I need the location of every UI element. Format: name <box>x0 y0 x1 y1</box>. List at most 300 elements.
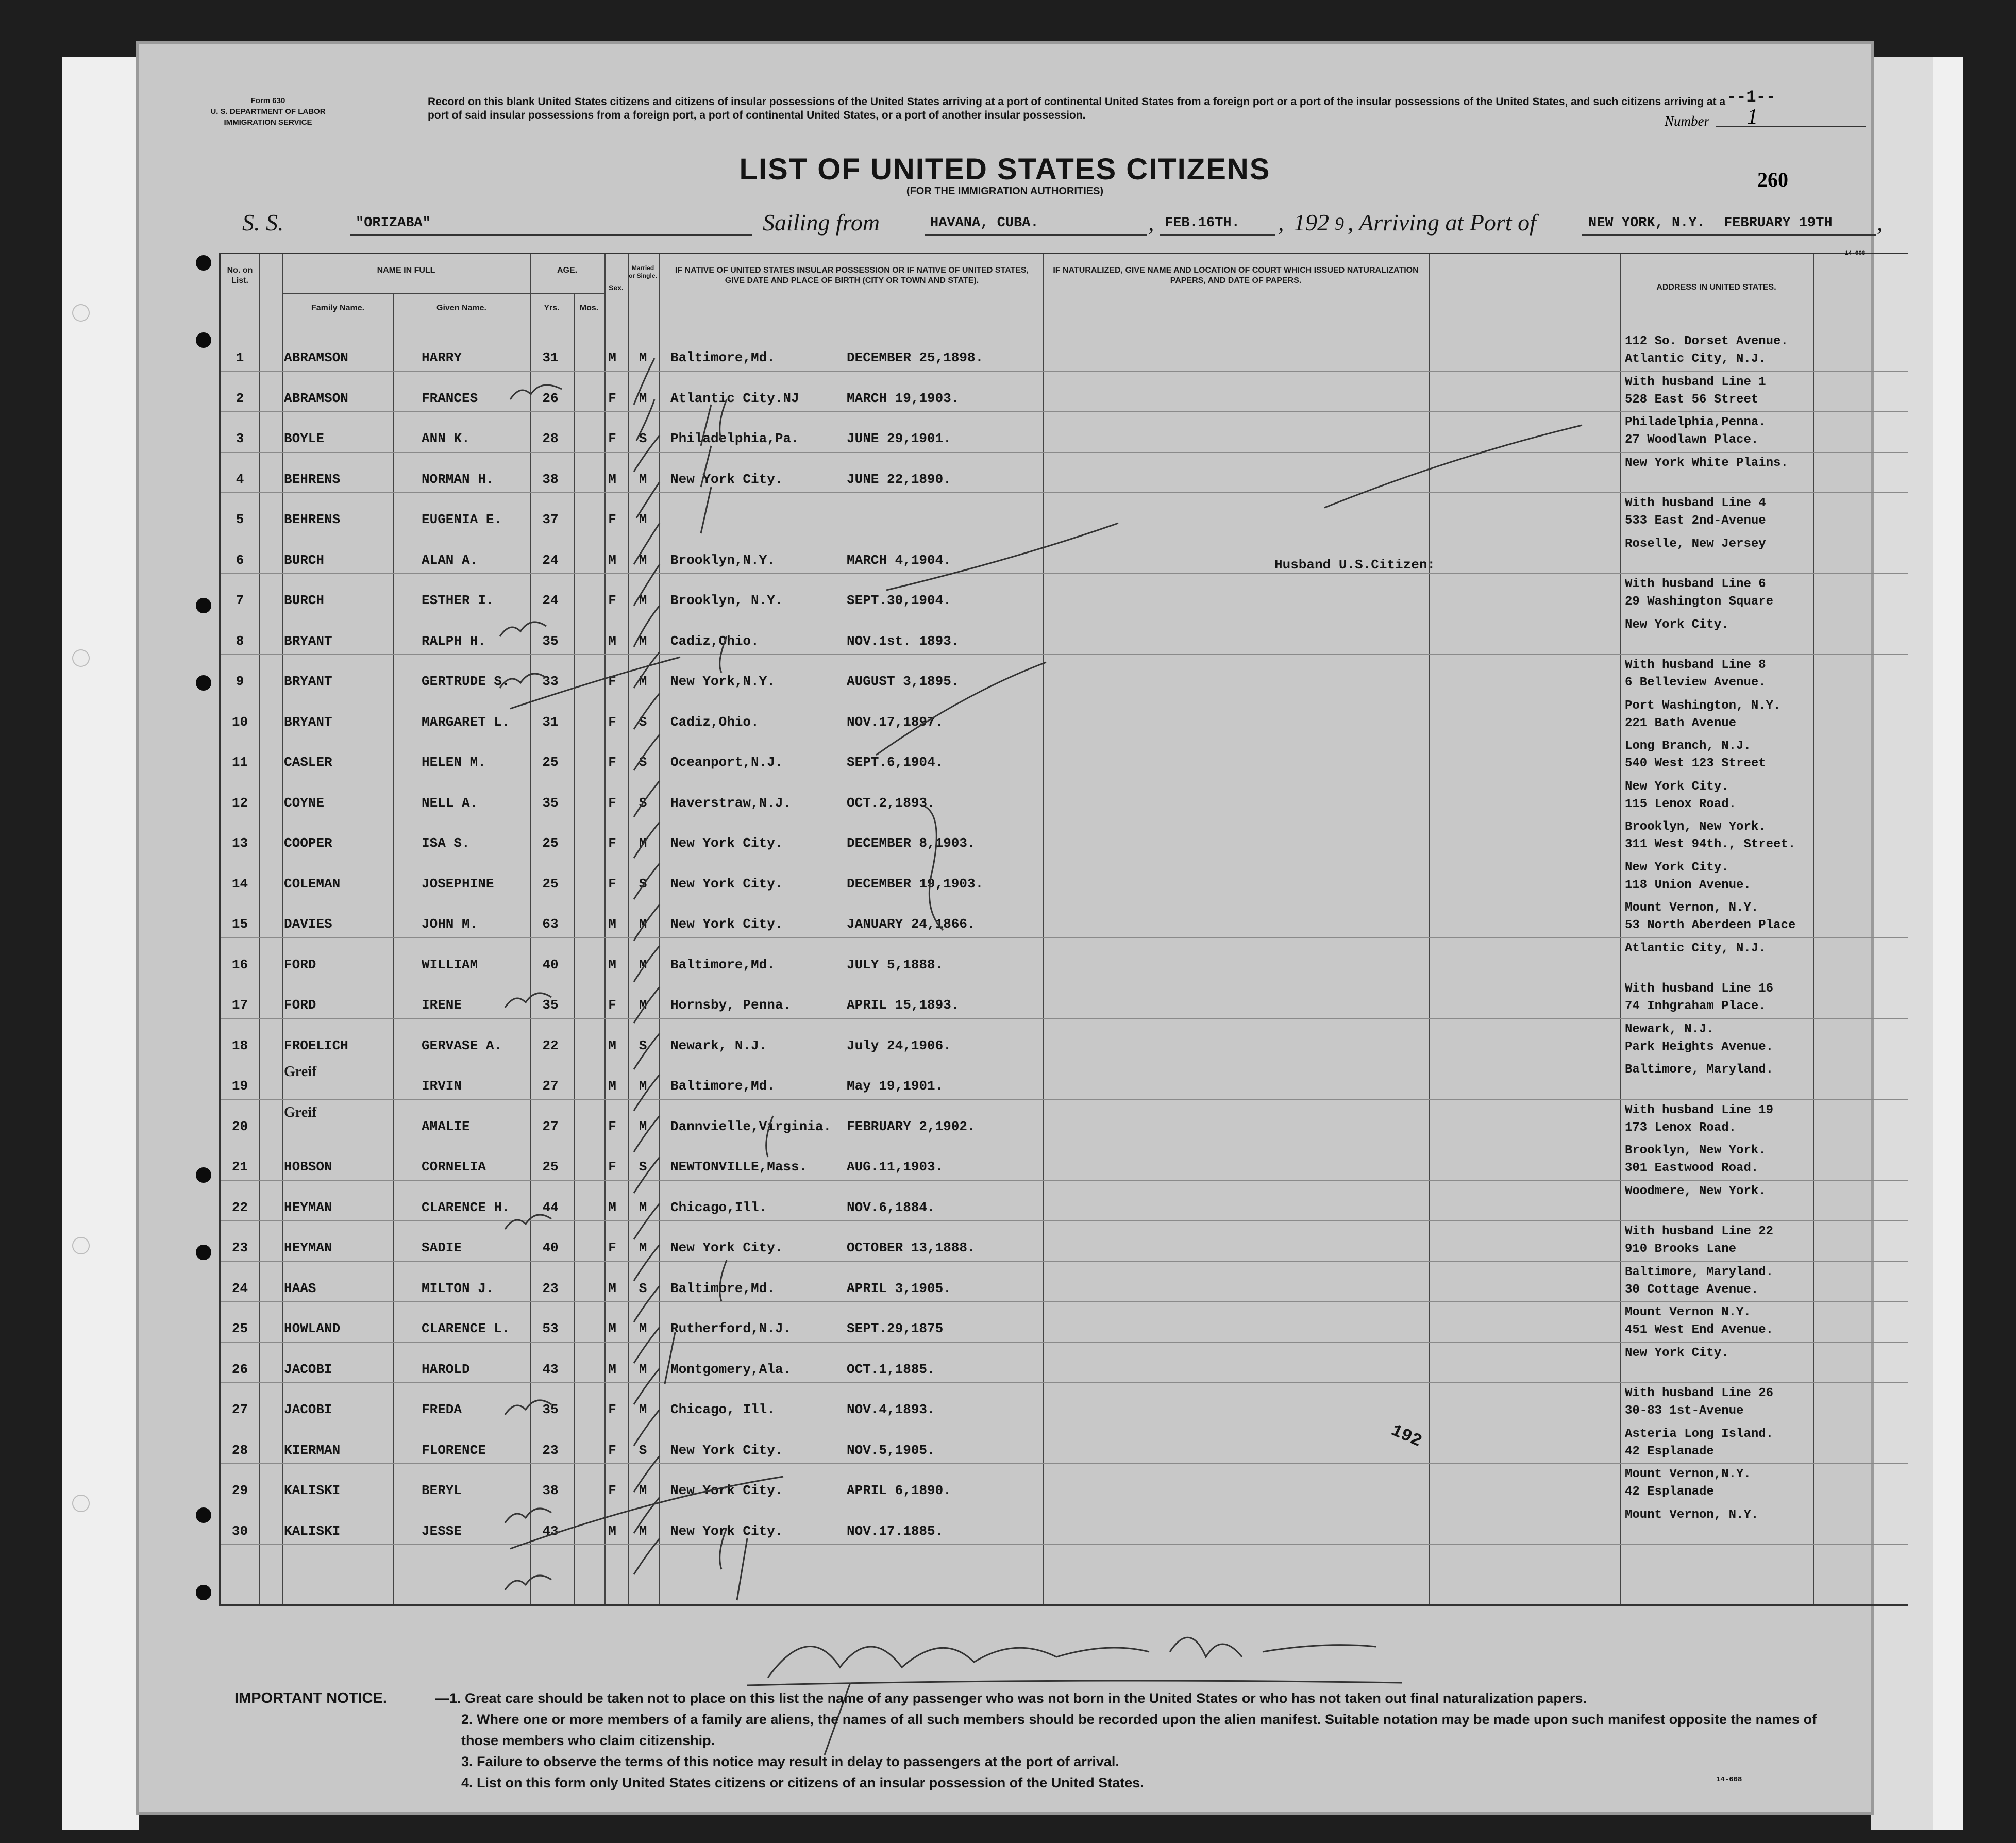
sex-value: M <box>608 552 616 568</box>
address-line-1: With husband Line 6 <box>1625 577 1766 591</box>
age-years: 25 <box>542 755 559 770</box>
address-line-2: Atlantic City, N.J. <box>1625 352 1766 366</box>
family-name: BEHRENS <box>284 471 341 487</box>
address-line-2: 451 West End Avenue. <box>1625 1323 1774 1337</box>
address-line-1: Brooklyn, New York. <box>1625 1144 1766 1158</box>
table-row <box>221 1343 1908 1382</box>
header-married-single: Married or Single. <box>629 264 657 279</box>
given-name: NORMAN H. <box>422 471 494 487</box>
marital-status: M <box>639 593 647 608</box>
form-department: U. S. DEPARTMENT OF LABOR <box>210 107 326 116</box>
table-row <box>221 736 1908 775</box>
given-name: MILTON J. <box>422 1280 494 1296</box>
address-line-1: With husband Line 1 <box>1625 375 1766 389</box>
address-line-2: 528 East 56 Street <box>1625 392 1759 407</box>
age-years: 25 <box>542 835 559 851</box>
family-name: KALISKI <box>284 1523 341 1539</box>
number-underline <box>1716 126 1866 127</box>
notice-item-2: 2. Where one or more members of a family are aliens, the names of all such members should be recorded upon the alien manifest. Suitable notation may be made upon such manifest opposite the names of those members who claim citizenship. <box>461 1712 1817 1748</box>
age-years: 40 <box>542 1240 559 1255</box>
sex-value: M <box>608 1037 616 1053</box>
sex-value: F <box>608 1442 616 1458</box>
given-name: FRANCES <box>422 390 478 406</box>
table-row <box>221 1383 1908 1422</box>
marital-status: S <box>639 795 647 811</box>
age-years: 35 <box>542 997 559 1013</box>
birth-date: MARCH 19,1903. <box>847 390 960 406</box>
age-years: 43 <box>542 1361 559 1377</box>
sex-value: F <box>608 755 616 770</box>
row-number: 22 <box>231 1199 248 1215</box>
row-number: 7 <box>236 593 244 608</box>
departure-port: HAVANA, CUBA. <box>930 215 1039 231</box>
table-row <box>221 979 1908 1018</box>
row-number: 25 <box>231 1321 248 1336</box>
birth-place: Baltimore,Md. <box>670 957 775 973</box>
birth-date: JUNE 29,1901. <box>847 431 951 446</box>
birth-place: New York City. <box>670 471 783 487</box>
address-line-1: Woodmere, New York. <box>1625 1184 1766 1198</box>
table-row <box>221 1221 1908 1261</box>
birth-place: New York City. <box>670 1483 783 1498</box>
sex-value: F <box>608 674 616 689</box>
address-line-2: 115 Lenox Road. <box>1625 797 1737 811</box>
address-line-2: 221 Bath Avenue <box>1625 716 1737 730</box>
age-years: 28 <box>542 431 559 446</box>
sex-value: F <box>608 1159 616 1175</box>
family-name: KALISKI <box>284 1483 341 1498</box>
table-row <box>221 1464 1908 1503</box>
sex-value: F <box>608 1118 616 1134</box>
number-value: 1 <box>1747 105 1758 129</box>
row-number: 29 <box>231 1483 248 1498</box>
marital-status: S <box>639 1442 647 1458</box>
age-years: 26 <box>542 390 559 406</box>
birth-date: NOV.1st. 1893. <box>847 633 960 649</box>
sex-value: F <box>608 512 616 527</box>
table-row <box>221 1302 1908 1342</box>
sailing-line: S. S. "ORIZABA" Sailing from HAVANA, CUBA. , FEB.16TH. , 192 9 , Arriving at Port of NEW YORK, N.Y. FEBRUARY 19TH , <box>242 209 1883 236</box>
birth-date: NOV.5,1905. <box>847 1442 935 1458</box>
family-name: BEHRENS <box>284 512 341 527</box>
birth-date: AUG.11,1903. <box>847 1159 944 1175</box>
marital-status: M <box>639 1240 647 1255</box>
birth-place: Hornsby, Penna. <box>670 997 792 1013</box>
birth-date: AUGUST 3,1895. <box>847 674 960 689</box>
sailing-from-label: Sailing from <box>763 209 880 236</box>
row-number: 3 <box>236 431 244 446</box>
table-row <box>221 1181 1908 1220</box>
binder-hole <box>196 1245 211 1260</box>
birth-place: New York City. <box>670 1442 783 1458</box>
family-name: FORD <box>284 957 316 973</box>
age-years: 35 <box>542 633 559 649</box>
marital-status: S <box>639 1280 647 1296</box>
sex-value: M <box>608 1321 616 1336</box>
marital-status: M <box>639 1321 647 1336</box>
binder-hole <box>196 255 211 271</box>
binder-hole <box>196 332 211 348</box>
birth-date: NOV.17,1897. <box>847 714 944 730</box>
family-name: HAAS <box>284 1280 316 1296</box>
family-name: ABRAMSON <box>284 390 348 406</box>
table-row <box>221 412 1908 451</box>
sex-value: M <box>608 1280 616 1296</box>
given-name: HARRY <box>422 350 462 365</box>
departure-date: FEB.16TH. <box>1165 215 1240 231</box>
address-line-1: Port Washington, N.Y. <box>1625 698 1781 713</box>
binder-hole <box>196 1167 211 1183</box>
header-no-on-list: No. on List. <box>227 266 253 285</box>
form-code-footer: 14-608 <box>1716 1775 1742 1784</box>
marital-status: S <box>639 714 647 730</box>
age-years: 44 <box>542 1199 559 1215</box>
stamp-number: 192 <box>1387 1421 1425 1452</box>
sex-value: F <box>608 795 616 811</box>
age-years: 63 <box>542 916 559 932</box>
birth-place: New York City. <box>670 835 783 851</box>
address-line-2: 74 Inhgraham Place. <box>1625 999 1766 1013</box>
marital-status: M <box>639 835 647 851</box>
birth-date: DECEMBER 25,1898. <box>847 350 984 365</box>
age-years: 25 <box>542 1159 559 1175</box>
given-name: EUGENIA E. <box>422 512 502 527</box>
marital-status: M <box>639 512 647 527</box>
header-given-name: Given Name. <box>436 304 486 312</box>
table-row <box>221 615 1908 654</box>
arrival-port: NEW YORK, N.Y. <box>1588 215 1705 231</box>
sex-value: F <box>608 714 616 730</box>
row-number: 18 <box>231 1037 248 1053</box>
given-name: HELEN M. <box>422 755 486 770</box>
address-line-1: Long Branch, N.J. <box>1625 739 1751 753</box>
age-years: 31 <box>542 350 559 365</box>
binder-hole <box>72 1237 90 1254</box>
given-name: ESTHER I. <box>422 593 494 608</box>
table-row <box>221 574 1908 613</box>
sex-value: M <box>608 471 616 487</box>
notice-item-3: 3. Failure to observe the terms of this notice may result in delay to passengers at the port of arrival. <box>461 1754 1119 1769</box>
row-number: 19 <box>231 1078 248 1094</box>
family-name: HEYMAN <box>284 1199 332 1215</box>
row-number: 5 <box>236 512 244 527</box>
given-name: FREDA <box>422 1402 462 1417</box>
family-name: BURCH <box>284 593 325 608</box>
row-number: 20 <box>231 1118 248 1134</box>
birth-date: APRIL 15,1893. <box>847 997 960 1013</box>
binder-hole <box>72 304 90 322</box>
signature-mark <box>768 1637 1376 1678</box>
binder-hole <box>196 598 211 613</box>
birth-place: Oceanport,N.J. <box>670 755 783 770</box>
family-name: BRYANT <box>284 633 332 649</box>
sex-value: F <box>608 1483 616 1498</box>
address-line-1: Mount Vernon, N.Y. <box>1625 1507 1759 1522</box>
age-years: 24 <box>542 593 559 608</box>
given-name: SADIE <box>422 1240 462 1255</box>
row-number: 26 <box>231 1361 248 1377</box>
address-line-2: 118 Union Avenue. <box>1625 878 1751 892</box>
family-name: JACOBI <box>284 1361 332 1377</box>
birth-date: OCT.1,1885. <box>847 1361 935 1377</box>
family-name: HOWLAND <box>284 1321 341 1336</box>
given-name: JOHN M. <box>422 916 478 932</box>
birth-place: Brooklyn, N.Y. <box>670 593 783 608</box>
notice-item-1: —1. Great care should be taken not to place on this list the name of any passenger who was not born in the United States or who has not taken out final naturalization papers. <box>435 1690 1587 1706</box>
address-line-1: New York City. <box>1625 617 1729 632</box>
sex-value: M <box>608 1078 616 1094</box>
table-row <box>221 696 1908 735</box>
birth-date: NOV.17.1885. <box>847 1523 944 1539</box>
address-line-2: 42 Esplanade <box>1625 1444 1714 1459</box>
row-number: 14 <box>231 876 248 892</box>
address-line-1: Atlantic City, N.J. <box>1625 941 1766 956</box>
marital-status: M <box>639 552 647 568</box>
marital-status: M <box>639 997 647 1013</box>
marital-status: M <box>639 390 647 406</box>
family-name: DAVIES <box>284 916 332 932</box>
marital-status: M <box>639 1483 647 1498</box>
birth-place: New York City. <box>670 1240 783 1255</box>
sex-value: F <box>608 1240 616 1255</box>
sex-value: F <box>608 997 616 1013</box>
address-line-2: 30 Cottage Avenue. <box>1625 1282 1759 1297</box>
birth-place: Chicago, Ill. <box>670 1402 775 1417</box>
row-number: 21 <box>231 1159 248 1175</box>
birth-date: JULY 5,1888. <box>847 957 944 973</box>
birth-date: OCTOBER 13,1888. <box>847 1240 976 1255</box>
address-line-2: 910 Brooks Lane <box>1625 1242 1737 1256</box>
address-line-2: 42 Esplanade <box>1625 1485 1714 1499</box>
given-name: CLARENCE H. <box>422 1199 510 1215</box>
address-line-1: 112 So. Dorset Avenue. <box>1625 334 1788 348</box>
birth-place: New York City. <box>670 1523 783 1539</box>
row-number: 6 <box>236 552 244 568</box>
birth-date: FEBRUARY 2,1902. <box>847 1118 976 1134</box>
age-years: 22 <box>542 1037 559 1053</box>
given-name: CORNELIA <box>422 1159 486 1175</box>
sex-value: M <box>608 916 616 932</box>
address-line-1: Mount Vernon N.Y. <box>1625 1305 1751 1319</box>
given-name: WILLIAM <box>422 957 478 973</box>
address-line-1: New York City. <box>1625 779 1729 794</box>
page-subtitle: (FOR THE IMMIGRATION AUTHORITIES) <box>906 186 1104 197</box>
header-name-in-full: NAME IN FULL <box>377 266 435 275</box>
age-years: 31 <box>542 714 559 730</box>
row-number: 17 <box>231 997 248 1013</box>
header-naturalized: IF NATURALIZED, GIVE NAME AND LOCATION OF COURT WHICH ISSUED NATURALIZATION PAPERS, AND DATE OF PAPERS. <box>1053 266 1419 285</box>
address-line-1: New York City. <box>1625 860 1729 875</box>
family-name: BRYANT <box>284 674 332 689</box>
given-name: BERYL <box>422 1483 462 1498</box>
given-name: NELL A. <box>422 795 478 811</box>
birth-date: DECEMBER 19,1903. <box>847 876 984 892</box>
row-number: 16 <box>231 957 248 973</box>
birth-place: Dannvielle,Virginia. <box>670 1118 832 1134</box>
arrival-date: FEBRUARY 19TH <box>1724 215 1833 231</box>
birth-date: JUNE 22,1890. <box>847 471 951 487</box>
sex-value: M <box>608 633 616 649</box>
header-address: ADDRESS IN UNITED STATES. <box>1656 283 1776 292</box>
address-line-1: Roselle, New Jersey <box>1625 537 1766 551</box>
table-row <box>221 331 1908 371</box>
birth-place: NEWTONVILLE,Mass. <box>670 1159 808 1175</box>
given-name: RALPH H. <box>422 633 486 649</box>
row-number: 27 <box>231 1402 248 1417</box>
page-title: LIST OF UNITED STATES CITIZENS <box>739 153 1271 186</box>
header-family-name: Family Name. <box>311 304 365 312</box>
marital-status: M <box>639 957 647 973</box>
family-name: Greif <box>284 1104 317 1120</box>
row-number: 4 <box>236 471 244 487</box>
address-line-2: 27 Woodlawn Place. <box>1625 433 1759 447</box>
page-edge-right-outer <box>1933 57 1963 1830</box>
row-number: 1 <box>236 350 244 365</box>
birth-date: OCT.2,1893. <box>847 795 935 811</box>
age-years: 23 <box>542 1442 559 1458</box>
marital-status: M <box>639 674 647 689</box>
marital-status: M <box>639 916 647 932</box>
table-row <box>221 1505 1908 1544</box>
form-service: IMMIGRATION SERVICE <box>224 118 312 127</box>
marital-status: S <box>639 1037 647 1053</box>
table-row <box>221 372 1908 411</box>
family-name: COOPER <box>284 835 332 851</box>
header-birth-place: IF NATIVE OF UNITED STATES INSULAR POSSESSION OR IF NATIVE OF UNITED STATES, GIVE DATE AND PLACE OF BIRTH (CITY OR TOWN AND STATE). <box>675 266 1029 285</box>
table-row <box>221 1100 1908 1140</box>
birth-place: New York City. <box>670 876 783 892</box>
form-instructions: Record on this blank United States citizens and citizens of insular possessions of the United States arriving at a port of continental United States from a foreign port or a port of the insular possessions of the United States, and such citizens arriving at a port of said insular possessions from a foreign port, a port of continental United States, or a port of another insular possession. <box>428 96 1726 121</box>
given-name: JESSE <box>422 1523 462 1539</box>
marital-status: M <box>639 1078 647 1094</box>
given-name: JOSEPHINE <box>422 876 494 892</box>
row-number: 23 <box>231 1240 248 1255</box>
address-line-1: With husband Line 4 <box>1625 496 1766 510</box>
table-row <box>221 898 1908 937</box>
sex-value: F <box>608 431 616 446</box>
header-age: AGE. <box>557 266 578 275</box>
row-number: 2 <box>236 390 244 406</box>
row-number: 9 <box>236 674 244 689</box>
address-line-1: Philadelphia,Penna. <box>1625 415 1766 429</box>
birth-date: APRIL 6,1890. <box>847 1483 951 1498</box>
table-row <box>221 1141 1908 1180</box>
given-name: GERVASE A. <box>422 1037 502 1053</box>
address-line-1: New York White Plains. <box>1625 456 1788 470</box>
address-line-2: 540 West 123 Street <box>1625 757 1766 770</box>
sex-value: F <box>608 876 616 892</box>
given-name: HAROLD <box>422 1361 470 1377</box>
table-row <box>221 534 1908 573</box>
age-years: 40 <box>542 957 559 973</box>
header-yrs: Yrs. <box>544 304 560 312</box>
binder-hole <box>196 675 211 691</box>
birth-date: JANUARY 24,1866. <box>847 916 976 932</box>
family-name: COLEMAN <box>284 876 341 892</box>
marital-status: M <box>639 1523 647 1539</box>
row-number: 15 <box>231 916 248 932</box>
marital-status: M <box>639 350 647 365</box>
address-line-2: 30-83 1st-Avenue <box>1625 1404 1744 1418</box>
given-name: FLORENCE <box>422 1442 486 1458</box>
birth-date: DECEMBER 8,1903. <box>847 835 976 851</box>
family-name: ABRAMSON <box>284 350 348 365</box>
address-line-1: With husband Line 26 <box>1625 1386 1774 1400</box>
birth-place: Baltimore,Md. <box>670 1078 775 1094</box>
list-number-top: --1-- <box>1726 88 1776 107</box>
address-line-2: 6 Belleview Avenue. <box>1625 676 1766 690</box>
address-line-2: 173 Lenox Road. <box>1625 1120 1737 1135</box>
birth-date: SEPT.30,1904. <box>847 593 951 608</box>
table-row <box>221 817 1908 856</box>
arriving-label: , Arriving at Port of <box>1348 209 1536 236</box>
address-line-1: Asteria Long Island. <box>1625 1427 1774 1441</box>
naturalized-note: Husband U.S.Citizen: <box>1274 557 1436 573</box>
address-line-2: 533 East 2nd-Avenue <box>1625 514 1766 528</box>
marital-status: S <box>639 755 647 770</box>
binder-hole <box>196 1585 211 1600</box>
family-name: COYNE <box>284 795 325 811</box>
given-name: ISA S. <box>422 835 470 851</box>
ship-name: "ORIZABA" <box>356 215 431 231</box>
birth-place: Cadiz,Ohio. <box>670 633 759 649</box>
birth-place: Haverstraw,N.J. <box>670 795 792 811</box>
marital-status: M <box>639 633 647 649</box>
notice-item-4: 4. List on this form only United States citizens or citizens of an insular possession of the United States. <box>461 1775 1144 1790</box>
given-name: ALAN A. <box>422 552 478 568</box>
age-years: 43 <box>542 1523 559 1539</box>
family-name: CASLER <box>284 755 332 770</box>
year1-prefix: 192 <box>1293 209 1329 236</box>
sex-value: F <box>608 1402 616 1417</box>
marital-status: S <box>639 1159 647 1175</box>
address-line-1: With husband Line 8 <box>1625 658 1766 672</box>
given-name: MARGARET L. <box>422 714 510 730</box>
page-number: 260 <box>1757 168 1788 191</box>
marital-status: M <box>639 1199 647 1215</box>
age-years: 38 <box>542 1483 559 1498</box>
given-name: IRVIN <box>422 1078 462 1094</box>
family-name: BURCH <box>284 552 325 568</box>
number-label: Number <box>1665 113 1709 129</box>
birth-date: NOV.4,1893. <box>847 1402 935 1417</box>
family-name: HOBSON <box>284 1159 332 1175</box>
birth-place: Newark, N.J. <box>670 1037 767 1053</box>
age-years: 25 <box>542 876 559 892</box>
table-row <box>221 939 1908 978</box>
row-number: 13 <box>231 835 248 851</box>
notice-label: IMPORTANT NOTICE. <box>234 1690 387 1706</box>
marital-status: M <box>639 1361 647 1377</box>
form-number: Form 630 <box>250 96 285 105</box>
address-line-1: Baltimore, Maryland. <box>1625 1063 1774 1077</box>
age-years: 38 <box>542 471 559 487</box>
birth-date: SEPT.29,1875 <box>847 1321 944 1336</box>
family-name: KIERMAN <box>284 1442 341 1458</box>
family-name: FORD <box>284 997 316 1013</box>
age-years: 27 <box>542 1118 559 1134</box>
birth-place: Montgomery,Ala. <box>670 1361 792 1377</box>
sex-value: M <box>608 350 616 365</box>
binder-hole <box>72 649 90 667</box>
age-years: 37 <box>542 512 559 527</box>
table-row <box>221 777 1908 816</box>
table-row <box>221 1424 1908 1463</box>
address-line-2: 53 North Aberdeen Place <box>1625 918 1796 932</box>
given-name: ANN K. <box>422 431 470 446</box>
age-years: 35 <box>542 795 559 811</box>
family-name: HEYMAN <box>284 1240 332 1255</box>
